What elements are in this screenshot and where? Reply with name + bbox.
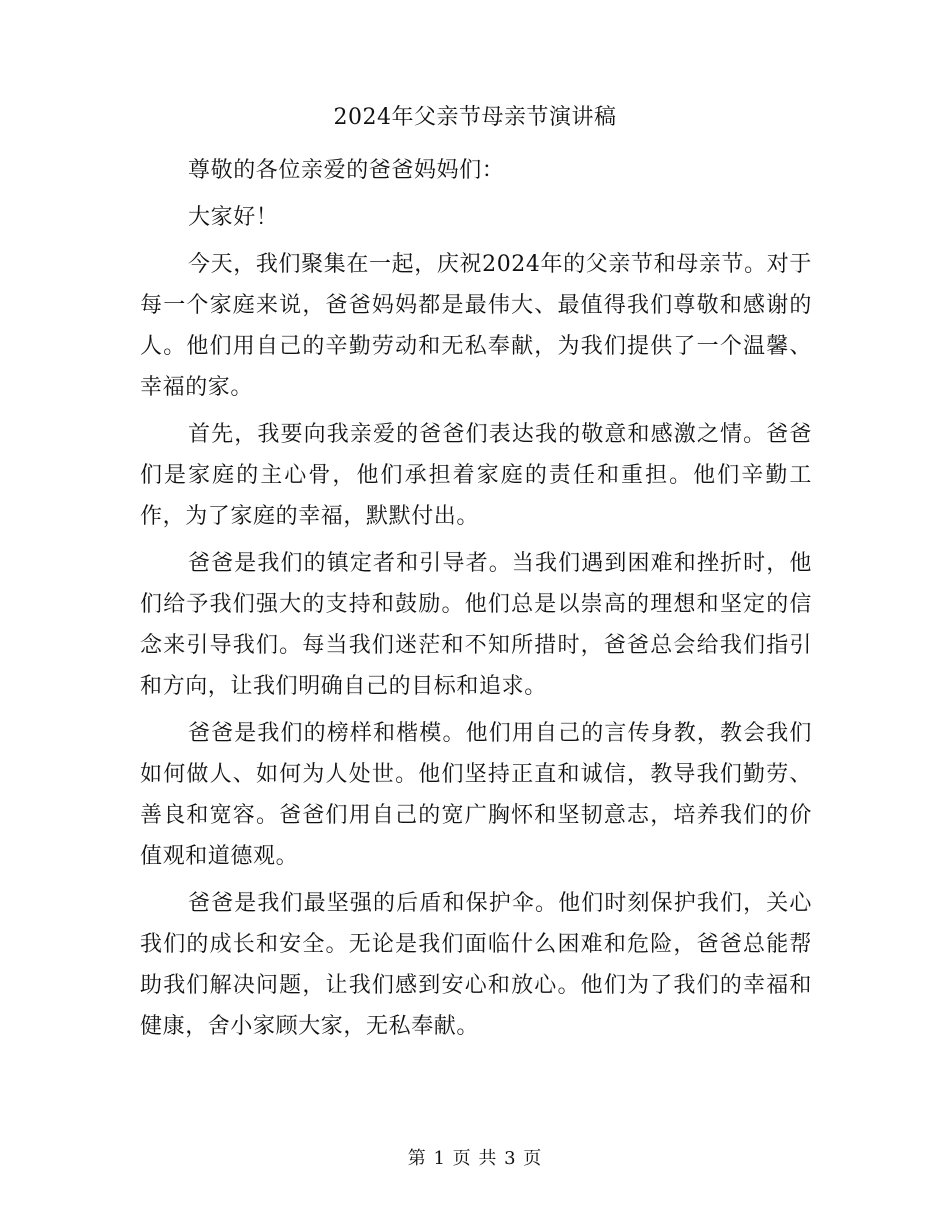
paragraph-3: 爸爸是我们的镇定者和引导者。当我们遇到困难和挫折时，他们给予我们强大的支持和鼓励。他们总是以崇高的理想和坚定的信念来引导我们。每当我们迷茫和不知所措时，爸爸总会给我们指引和方向，让我们明确自己的目标和追求。 <box>140 551 812 699</box>
page-number-footer: 第 1 页 共 3 页 <box>407 1148 543 1169</box>
greeting: 大家好！ <box>188 205 279 230</box>
document-title: 2024年父亲节母亲节演讲稿 <box>333 105 617 130</box>
paragraph-2: 首先，我要向我亲爱的爸爸们表达我的敬意和感激之情。爸爸们是家庭的主心骨，他们承担着家庭的责任和重担。他们辛勤工作，为了家庭的幸福，默默付出。 <box>140 422 812 529</box>
paragraph-4: 爸爸是我们的榜样和楷模。他们用自己的言传身教，教会我们如何做人、如何为人处世。他们坚持正直和诚信，教导我们勤劳、善良和宽容。爸爸们用自己的宽广胸怀和坚韧意志，培养我们的价值观和道德观。 <box>140 721 812 869</box>
paragraph-1: 今天，我们聚集在一起，庆祝2024年的父亲节和母亲节。对于每一个家庭来说，爸爸妈妈都是最伟大、最值得我们尊敬和感谢的人。他们用自己的辛勤劳动和无私奉献，为我们提供了一个温馨、幸福的家。 <box>140 252 812 400</box>
salutation: 尊敬的各位亲爱的爸爸妈妈们： <box>188 158 505 183</box>
document-body <box>140 150 812 1047</box>
paragraph-5: 爸爸是我们最坚强的后盾和保护伞。他们时刻保护我们，关心我们的成长和安全。无论是我们面临什么困难和危险，爸爸总能帮助我们解决问题，让我们感到安心和放心。他们为了我们的幸福和健康，舍小家顾大家，无私奉献。 <box>140 891 812 1039</box>
